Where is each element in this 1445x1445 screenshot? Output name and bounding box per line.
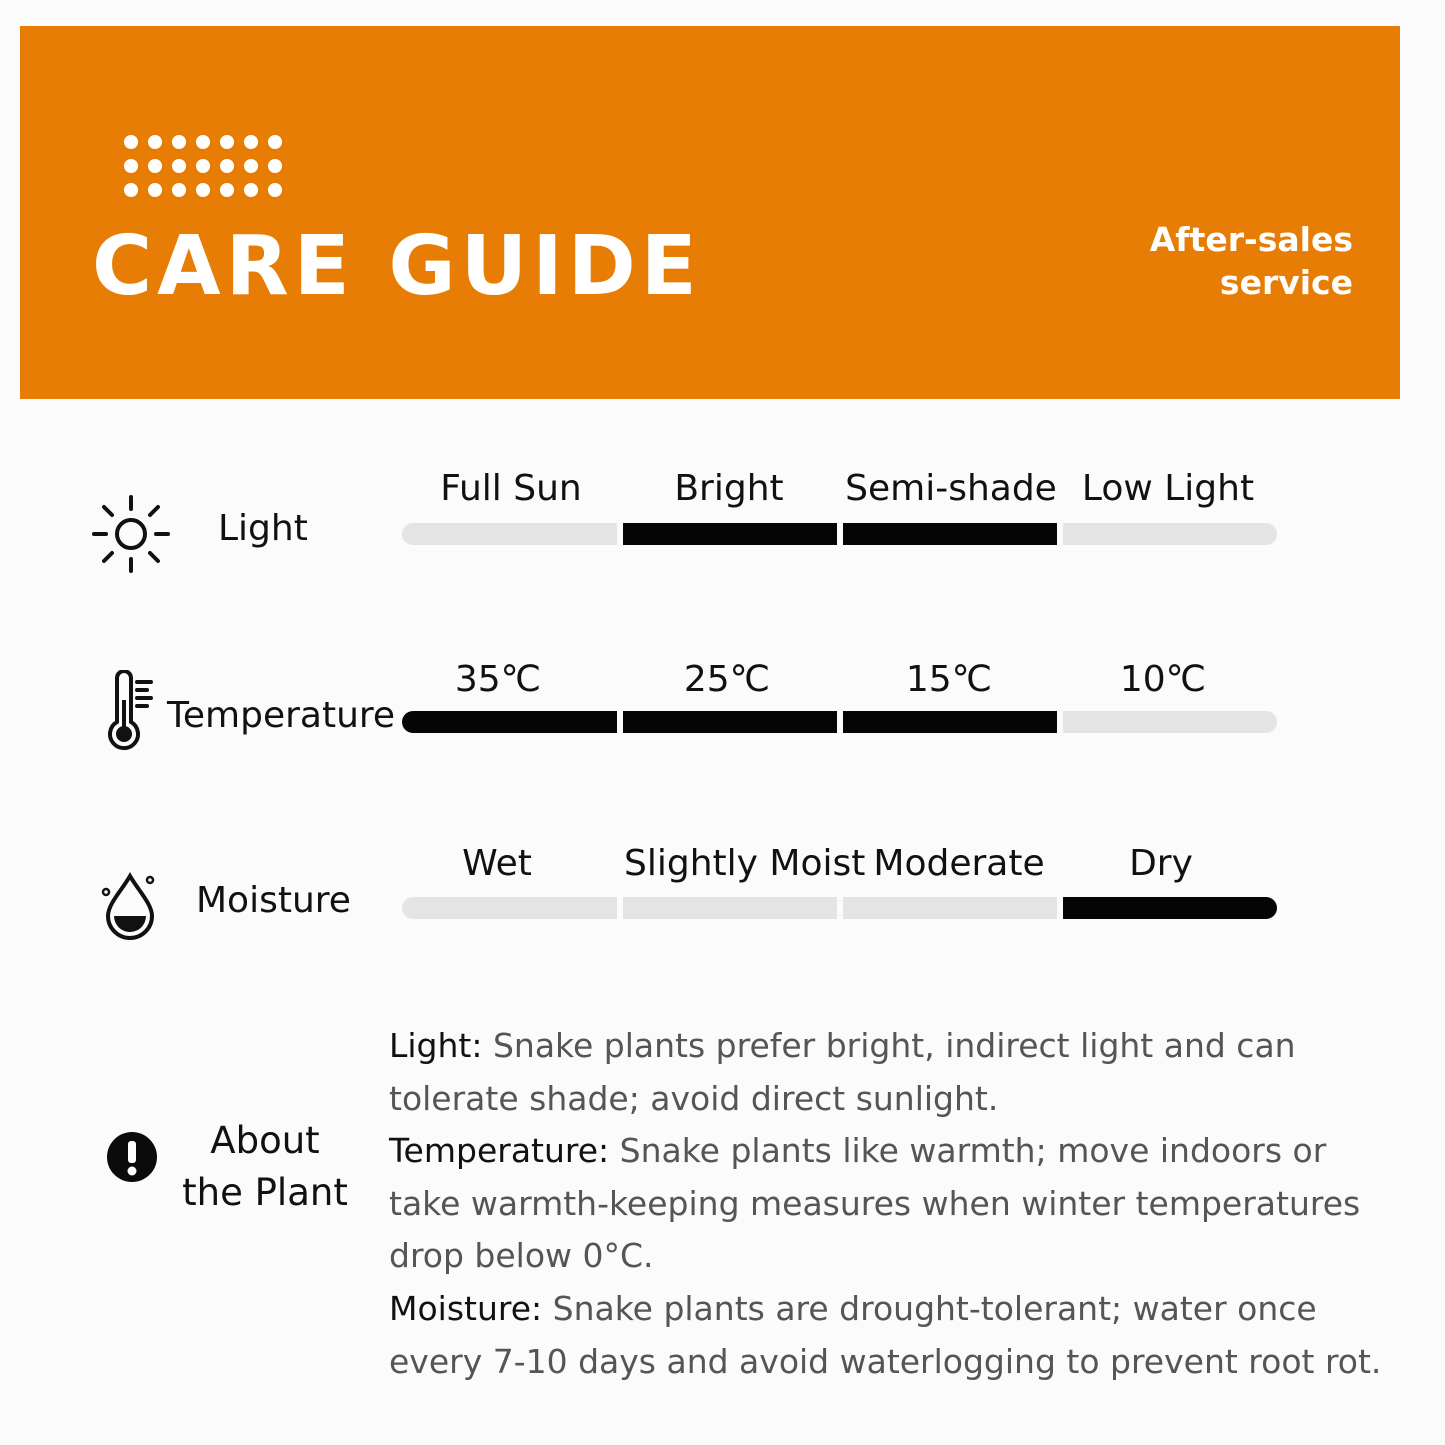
thermometer-icon [103,670,159,754]
moisture-level-slightly-moist: Slightly Moist [624,843,866,884]
moisture-bar-segment-2 [623,897,837,919]
about-label-line1: About [210,1119,320,1162]
temperature-care-text: Snake plants like warmth; move indoors or take warmth-keeping measures when winter temperatures drop below 0°C. [389,1131,1361,1276]
moisture-care-text: Snake plants are drought-tolerant; water once every 7-10 days and avoid waterlogging to prevent root rot. [389,1288,1382,1381]
water-drop-icon [98,870,162,942]
moisture-bar-segment-1 [402,897,617,919]
moisture-level-dry: Dry [1129,843,1193,884]
light-label: Light [218,508,308,549]
temperature-care-key: Temperature: [389,1131,610,1171]
about-label-line2: the Plant [182,1171,348,1214]
moisture-level-wet: Wet [462,843,532,884]
moisture-label: Moisture [196,880,351,921]
after-sales-line2: service [1219,263,1353,302]
light-bar-segment-1 [402,523,617,545]
after-sales-line1: After-sales [1149,220,1353,259]
about-the-plant-label [180,1115,350,1219]
exclamation-icon [106,1131,158,1183]
after-sales-label [1093,218,1353,304]
temperature-label: Temperature [167,695,396,736]
moisture-bar-segment-4 [1063,897,1277,919]
temperature-bar-segment-4 [1063,711,1277,733]
header-banner [20,26,1400,399]
light-level-semi-shade: Semi-shade [845,468,1057,509]
light-care-key: Light: [389,1026,483,1065]
temperature-bar-segment-3 [843,711,1057,733]
temperature-level-15: 15℃ [905,659,993,700]
temperature-level-10: 10℃ [1119,659,1207,700]
temperature-level-35: 35℃ [454,659,542,700]
moisture-bar-segment-3 [843,897,1057,919]
light-level-full-sun: Full Sun [440,468,582,509]
light-bar-segment-4 [1063,523,1277,545]
temperature-bar-segment-2 [623,711,837,733]
light-bar-segment-3 [843,523,1057,545]
dot-pattern-decoration [124,135,282,197]
page-title: CARE GUIDE [92,219,702,314]
light-level-low-light: Low Light [1081,468,1255,509]
moisture-level-moderate: Moderate [873,843,1045,884]
light-care-text: Snake plants prefer bright, indirect light and can tolerate shade; avoid direct sunlight. [389,1026,1296,1118]
moisture-care-key: Moisture: [389,1288,543,1328]
temperature-bar-segment-1 [402,711,617,733]
light-level-bright: Bright [674,468,784,509]
about-description [389,1020,1399,1388]
light-bar-segment-2 [623,523,837,545]
temperature-level-25: 25℃ [683,659,771,700]
sun-icon [90,493,172,575]
